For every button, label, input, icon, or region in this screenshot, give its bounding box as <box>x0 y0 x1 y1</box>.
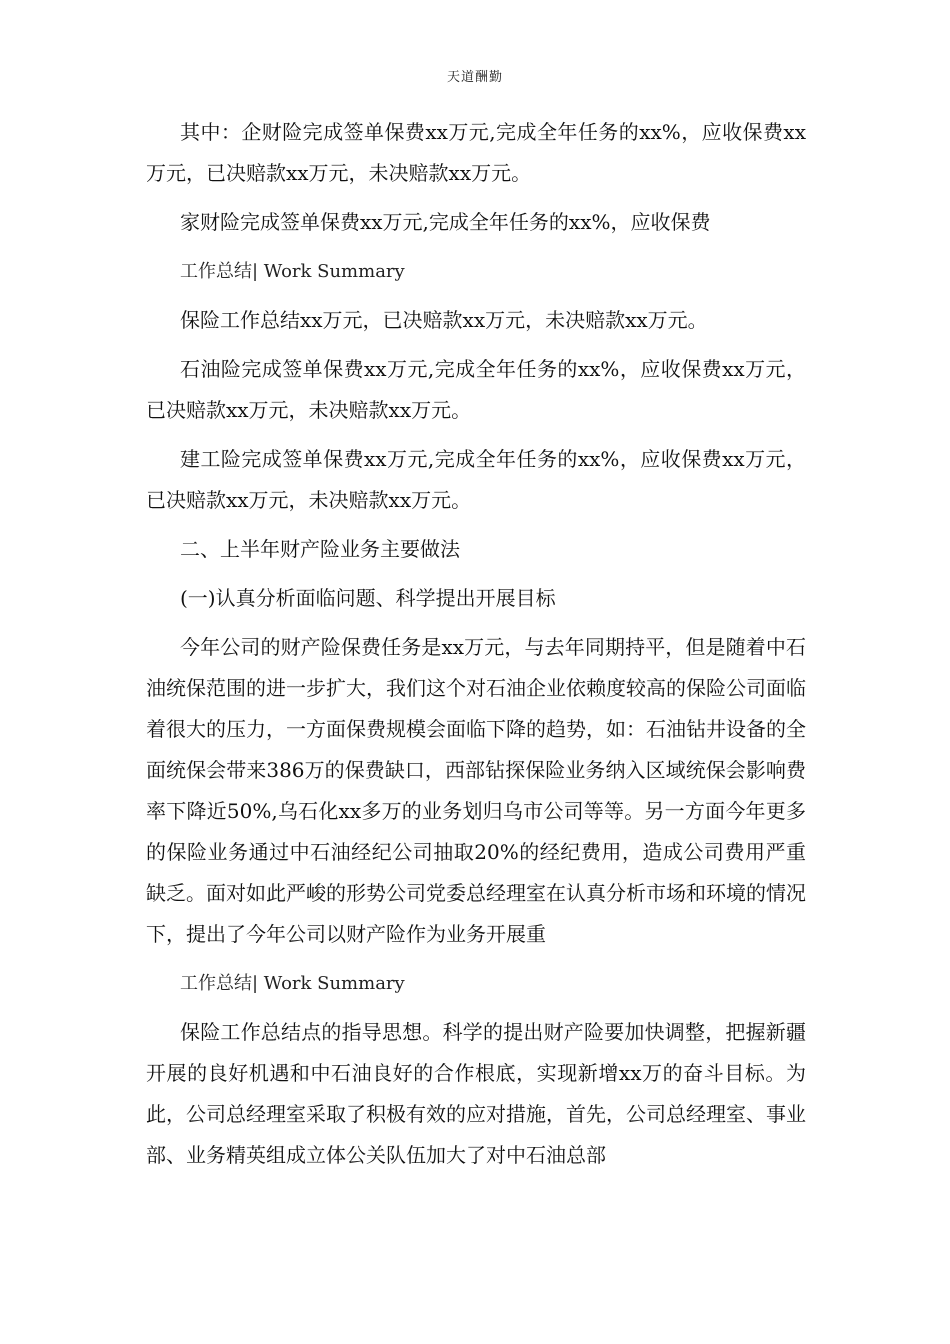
paragraph-enterprise-property: 其中：企财险完成签单保费xx万元,完成全年任务的xx%，应收保费xx万元，已决赔款xx万元，未决赔款xx万元。 <box>146 120 806 185</box>
paragraph-insurance-summary: 保险工作总结xx万元，已决赔款xx万元，未决赔款xx万元。 <box>180 308 708 332</box>
paragraph-petroleum-insurance: 石油险完成签单保费xx万元,完成全年任务的xx%，应收保费xx万元，已决赔款xx万元，未决赔款xx万元。 <box>146 357 806 422</box>
page-header: 天道酬勤 <box>446 70 503 85</box>
paragraph-guiding-ideas: 保险工作总结点的指导思想。科学的提出财产险要加快调整，把握新疆开展的良好机遇和中石油良好的合作根底，实现新增xx万的奋斗目标。为此，公司总经理室采取了积极有效的应对措施，首先，公司总经理室、事业部、业务精英组成立体公关队伍加大了对中石油总部 <box>146 1020 806 1167</box>
subsection-heading: (一)认真分析面临问题、科学提出开展目标 <box>180 586 556 610</box>
work-summary-label: 工作总结| Work Summary <box>180 973 405 994</box>
section-heading: 二、上半年财产险业务主要做法 <box>180 537 460 561</box>
paragraph-analysis: 今年公司的财产险保费任务是xx万元，与去年同期持平，但是随着中石油统保范围的进一步扩大，我们这个对石油企业依赖度较高的保险公司面临着很大的压力，一方面保费规模会面临下降的趋势，如：石油钻井设备的全面统保会带来386万的保费缺口，西部钻探保险业务纳入区域统保会影响费率下降近50%,乌石化xx多万的业务划归乌市公司等等。另一方面今年更多的保险业务通过中石油经纪公司抽取20%的经纪费用，造成公司费用严重缺乏。面对如此严峻的形势公司党委总经理室在认真分析市场和环境的情况下，提出了今年公司以财产险作为业务开展重 <box>146 635 806 946</box>
work-summary-label: 工作总结| Work Summary <box>180 261 405 282</box>
paragraph-construction-insurance: 建工险完成签单保费xx万元,完成全年任务的xx%，应收保费xx万元，已决赔款xx万元，未决赔款xx万元。 <box>146 447 806 512</box>
paragraph-household-property: 家财险完成签单保费xx万元,完成全年任务的xx%，应收保费 <box>180 210 711 234</box>
document-body <box>146 112 806 1184</box>
